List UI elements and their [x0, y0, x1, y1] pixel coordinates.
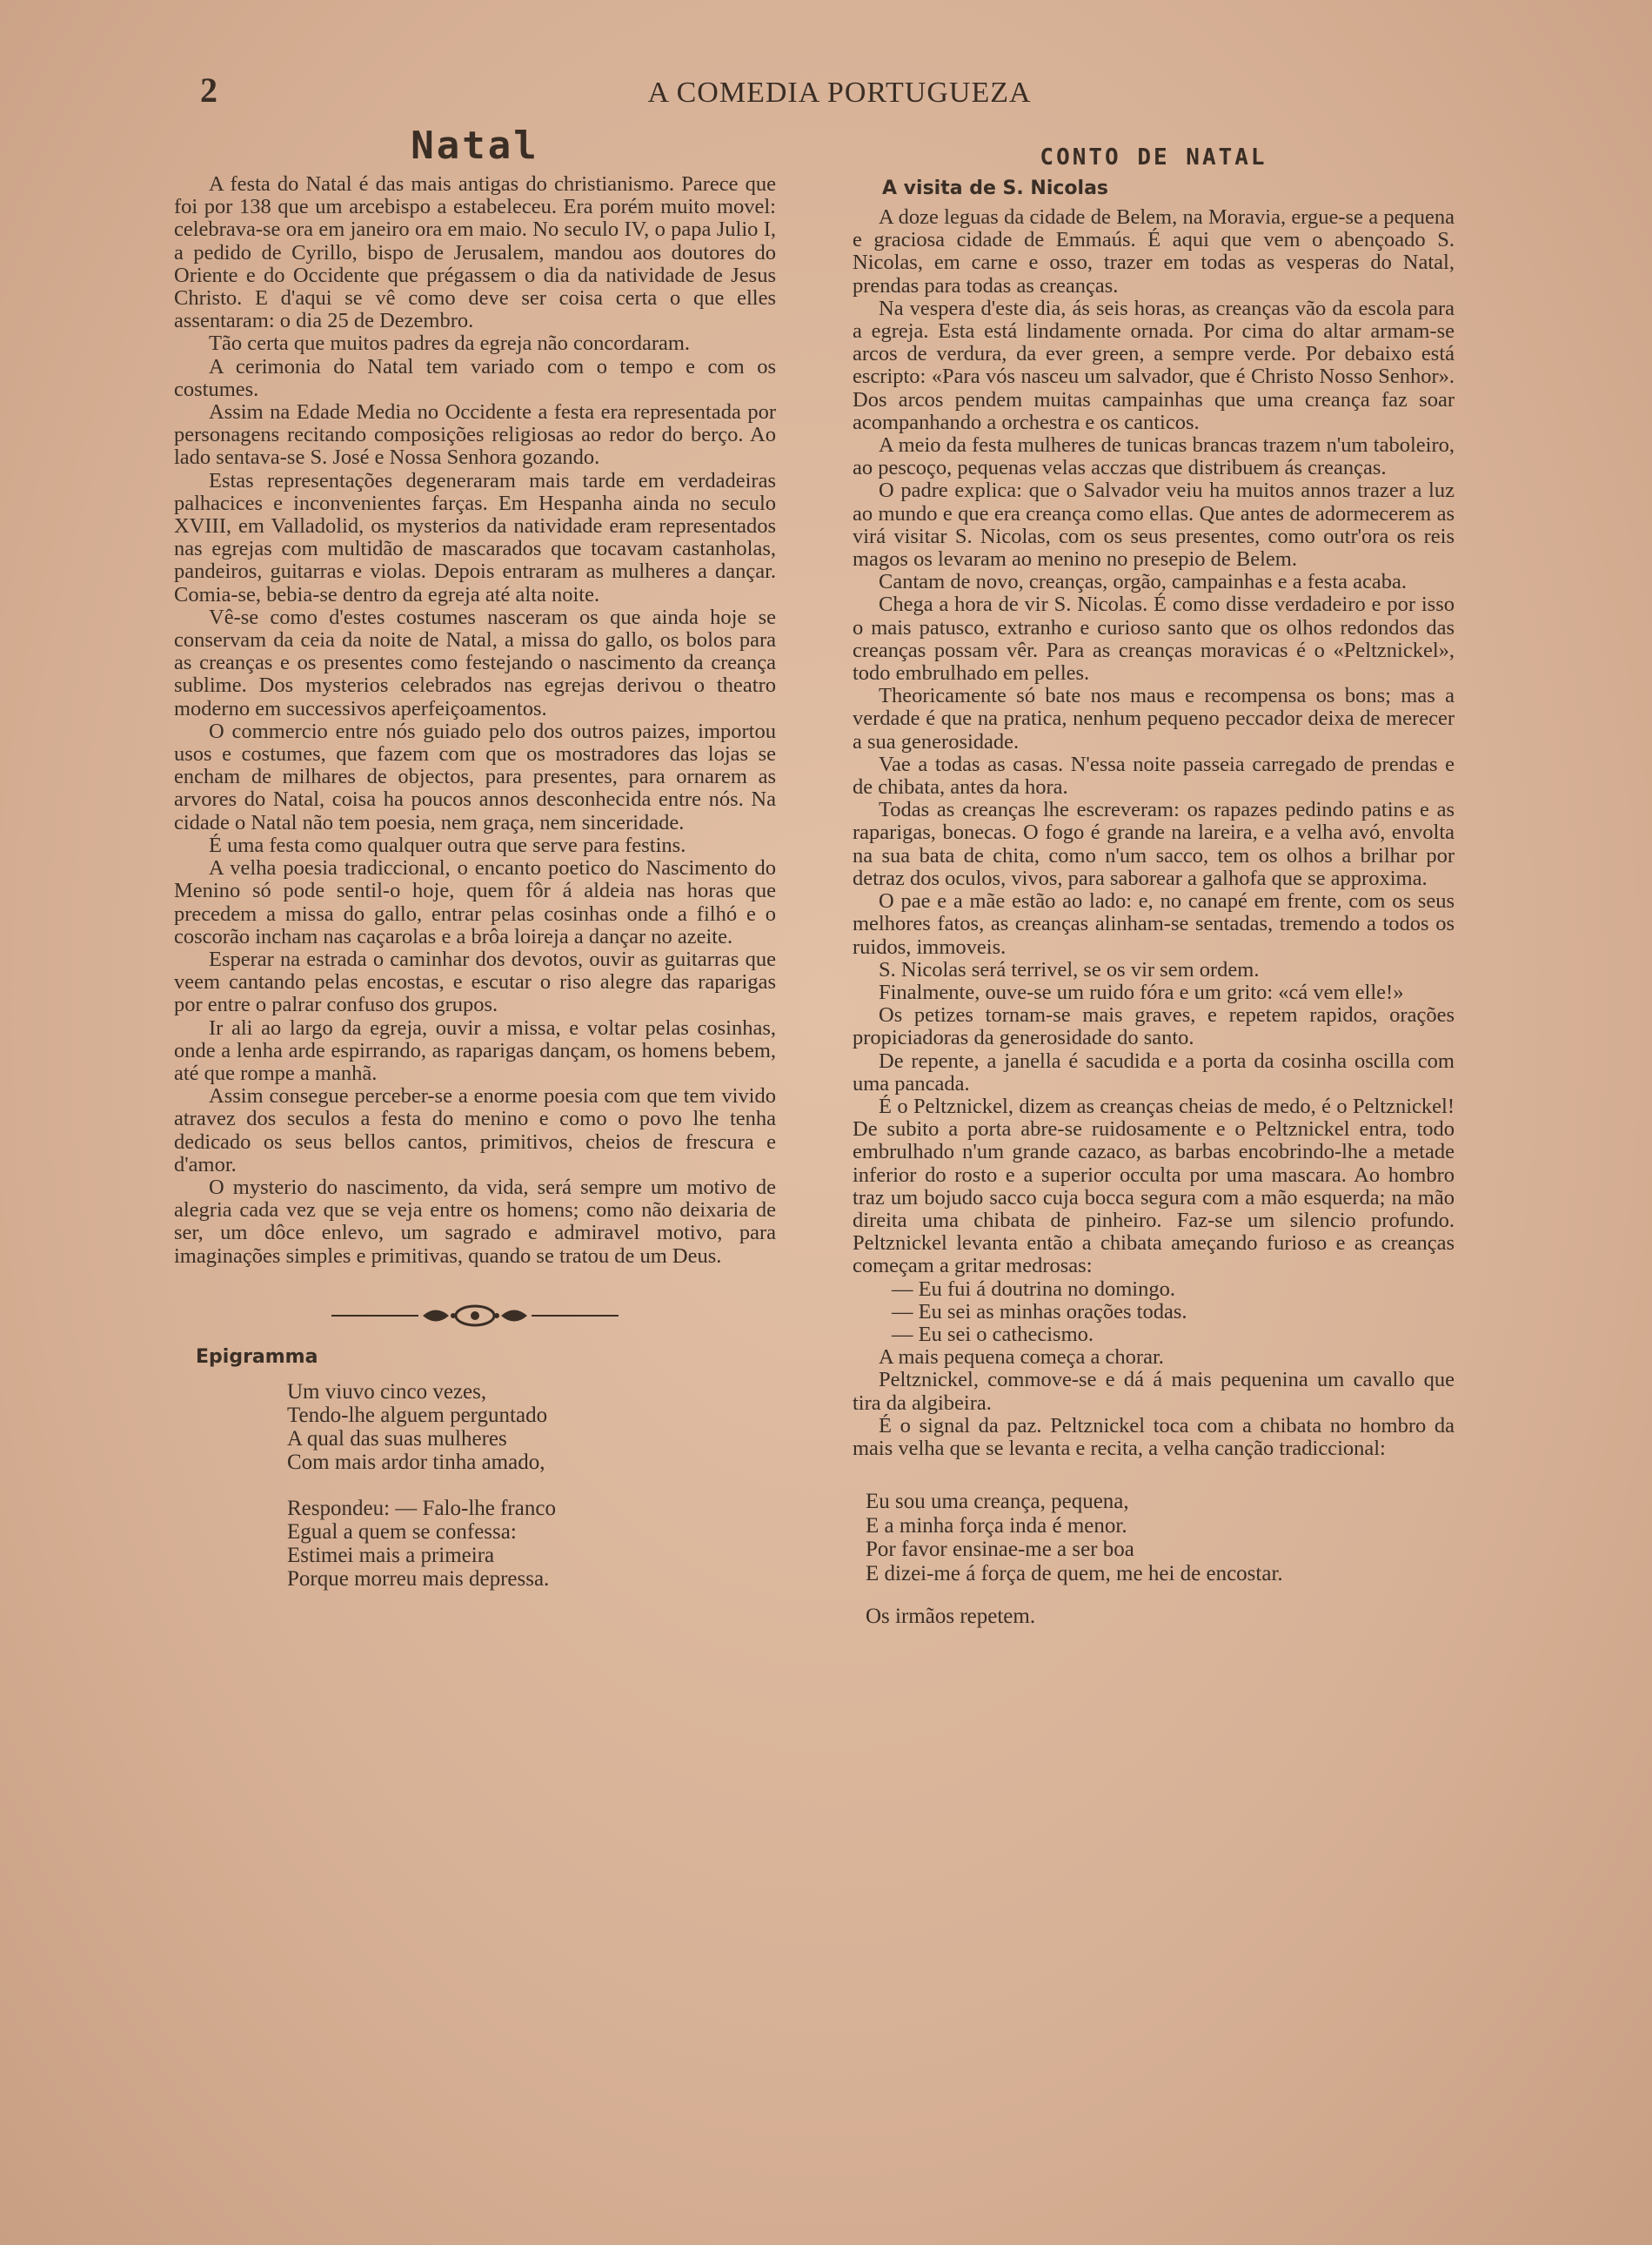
verse-line: Com mais ardor tinha amado,	[287, 1450, 545, 1474]
article-paragraph: Ir ali ao largo da egreja, ouvir a missa, e voltar pelas cosinhas, onde a lenha arde espirrando, as raparigas dançam, os homens bebem, até que rompe a manhã.	[174, 1015, 776, 1085]
verse-line: Egual a quem se confessa:	[287, 1519, 517, 1544]
story-paragraph: A meio da festa mulheres de tunicas brancas trazem n'um taboleiro, ao pescoço, pequenas velas acczas que distribuem ás creanças.	[853, 433, 1455, 480]
song-line: E a minha força inda é menor.	[866, 1513, 1127, 1538]
scroll-ornament-icon	[418, 1303, 532, 1329]
closing-line: Os irmãos repetem.	[866, 1605, 1036, 1629]
running-head: A COMEDIA PORTUGUEZA	[647, 77, 1032, 109]
left-column	[174, 124, 776, 1591]
stanza-gap	[287, 1474, 776, 1497]
story-title: A visita de S. Nicolas	[882, 178, 1109, 199]
epigram-title: Epigramma	[196, 1345, 318, 1368]
story-paragraph: A mais pequena começa a chorar.	[879, 1345, 1164, 1370]
verse-line: Tendo-lhe alguem perguntado	[287, 1403, 548, 1427]
divider-line	[331, 1315, 418, 1317]
article-paragraph: Estas representações degeneraram mais tarde em verdadeiras palhacices e inconvenientes farças. Em Hespanha ainda no seculo XVIII, em Valladolid, os mysterios da natividade eram representados nas egrejas com multidão de mascarados que tocavam castanholas, pandeiros, guitarras e violas. Depois entraram as mulheres a dançar. Comia-se, bebia-se dentro da egreja até alta noite.	[174, 468, 776, 606]
story-paragraph: Os petizes tornam-se mais graves, e repetem rapidos, orações propiciadoras da generosidade do santo.	[853, 1003, 1455, 1050]
story-paragraph: Na vespera d'este dia, ás seis horas, as creanças vão da escola para a egreja. Esta está lindamente ornada. Por cima do altar armam-se arcos de verdura, da ever green, a sempre verde. Por debaixo está escripto: «Para vós nasceu um salvador, que é Christo Nosso Senhor». Dos arcos pendem muitas campainhas que uma creança faz soar acompanhando a orchestra e os canticos.	[853, 296, 1455, 434]
page-number: 2	[200, 70, 217, 110]
story-paragraph: A doze leguas da cidade de Belem, na Moravia, ergue-se a pequena e graciosa cidade de Emmaús. É aqui que vem o abençoado S. Nicolas, em carne e osso, trazer em todas as vesperas do Natal, prendas para todas as creanças.	[853, 205, 1455, 298]
story-paragraph: É o Peltznickel, dizem as creanças cheias de medo, é o Peltznickel! De subito a porta abre-se ruidosamente e o Peltznickel entra, todo embrulhado n'um grande cazaco, as barbas encobrindo-lhe a metade inferior do rosto e a superior occulta por uma mascara. Ao hombro traz um bojudo sacco cuja bocca segura com a mão esquerda; na mão direita uma chibata de pinheiro. Faz-se um silencio profundo. Peltznickel levanta então a chibata ameçando furioso e as creanças começam a gritar medrosas:	[853, 1094, 1455, 1278]
page-header	[200, 70, 1479, 113]
article-paragraph: Assim na Edade Media no Occidente a festa era representada por personagens recitando composições religiosas ao redor do berço. Ao lado sentava-se S. José e Nossa Senhora gozando.	[174, 400, 776, 470]
story-paragraph: O padre explica: que o Salvador veiu ha muitos annos trazer a luz ao mundo e que era creança como ellas. Que antes de adormecerem as virá visitar S. Nicolas, com os seus presentes, como outr'ora os reis magos os levaram ao menino no presepio de Belem.	[853, 479, 1455, 572]
epigram-verse	[287, 1380, 776, 1591]
verse-line: Um viuvo cinco vezes,	[287, 1379, 487, 1404]
article-paragraph: Vê-se como d'estes costumes nasceram os que ainda hoje se conservam da ceia da noite de Natal, a missa do gallo, os bolos para as creanças e os presentes como festejando o nascimento da creança sublime. Dos mysterios celebrados nas egrejas derivou o theatro moderno em successivos aperfeiçoamentos.	[174, 605, 776, 720]
article-paragraph: A cerimonia do Natal tem variado com o tempo e com os costumes.	[174, 354, 776, 401]
article-paragraph: A festa do Natal é das mais antigas do christianismo. Parece que foi por 138 que um arcebispo a estabeleceu. Era porém muito movel: celebrava-se ora em janeiro ora em maio. No seculo IV, o papa Julio I, a pedido de Cyrillo, bispo de Jerusalem, mandou aos doutores do Oriente e do Occidente que prégassem o dia da natividade de Jesus Christo. E d'aqui se vê como deve ser coisa certa o que elles assentaram: o dia 25 de Dezembro.	[174, 172, 776, 333]
article-paragraph: O mysterio do nascimento, da vida, será sempre um motivo de alegria cada vez que se veja entre os homens; como não deixaria de ser, um dôce enlevo, um sagrado e admiravel motivo, para imaginações simples e primitivas, quando se tratou de um Deus.	[174, 1175, 776, 1268]
dialogue-line: — Eu sei o cathecismo.	[892, 1322, 1094, 1346]
ornament-divider	[174, 1303, 776, 1329]
story-paragraph: De repente, a janella é sacudida e a porta da cosinha oscilla com uma pancada.	[853, 1049, 1455, 1096]
natal-article	[174, 173, 776, 1268]
article-paragraph: Assim consegue perceber-se a enorme poesia com que tem vivido atravez dos seculos a festa do menino e como o povo lhe tenha dedicado os seus bellos cantos, primitivos, cheios de frescura e d'amor.	[174, 1084, 776, 1176]
story-paragraph: Cantam de novo, creanças, orgão, campainhas e a festa acaba.	[879, 570, 1407, 594]
right-column	[853, 124, 1455, 1629]
story-heading: CONTO DE NATAL	[1040, 144, 1267, 171]
song-line: E dizei-me á força de quem, me hei de encostar.	[866, 1561, 1283, 1585]
story-paragraph: Chega a hora de vir S. Nicolas. É como disse verdadeiro e por isso o mais patusco, extranho e curioso santo que os olhos redondos das creanças possam vêr. Para as creanças moravicas é o «Peltznickel», todo embrulhado em pelles.	[853, 593, 1455, 686]
verse-line: Estimei mais a primeira	[287, 1543, 495, 1567]
article-paragraph: Tão certa que muitos padres da egreja não concordaram.	[209, 332, 691, 356]
story-body	[853, 206, 1455, 1460]
article-title-natal: Natal	[411, 124, 539, 168]
article-paragraph: O commercio entre nós guiado pelo dos outros paizes, importou usos e costumes, que fazem com que os mostradores das lojas se encham de milhares de objectos, para presentes, para ornarem as arvores do Natal, coisa ha poucos annos desconhecida entre nós. Na cidade o Natal não tem poesia, nem graça, nem sinceridade.	[174, 719, 776, 834]
article-paragraph: É uma festa como qualquer outra que serve para festins.	[209, 833, 686, 857]
article-paragraph: A velha poesia tradiccional, o encanto poetico do Nascimento do Menino só pode sentil-o hoje, quem fôr á aldeia nas horas que precedem a missa do gallo, entrar pelas cosinhas onde a filhó e o coscorão incham nas caçarolas e a brôa loireja a dançar no azeite.	[174, 856, 776, 948]
story-paragraph: S. Nicolas será terrivel, se os vir sem ordem.	[879, 957, 1260, 982]
song-line: Eu sou uma creança, pequena,	[866, 1490, 1129, 1514]
divider-line	[532, 1315, 619, 1317]
verse-line: A qual das suas mulheres	[287, 1426, 507, 1451]
story-paragraph: É o signal da paz. Peltznickel toca com a chibata no hombro da mais velha que se levanta e recita, a velha canção tradiccional:	[853, 1413, 1455, 1460]
article-paragraph: Esperar na estrada o caminhar dos devotos, ouvir as guitarras que veem cantando pelas encostas, e escutar o riso alegre das raparigas por entre o palrar confuso dos grupos.	[174, 947, 776, 1017]
story-paragraph: Finalmente, ouve-se um ruido fóra e um grito: «cá vem elle!»	[879, 980, 1404, 1004]
story-paragraph: Todas as creanças lhe escreveram: os rapazes pedindo patins e as raparigas, bonecas. O fogo é grande na lareira, e a velha avó, envolta na sua bata de chita, como n'um sacco, tem os olhos a brilhar por detraz dos oculos, vivos, para saborear a galhofa que se approxima.	[853, 798, 1455, 890]
song-line: Por favor ensinae-me a ser boa	[866, 1538, 1134, 1562]
story-paragraph: Vae a todas as casas. N'essa noite passeia carregado de prendas e de chibata, antes da hora.	[853, 752, 1455, 800]
story-paragraph: Theoricamente só bate nos maus e recompensa os bons; mas a verdade é que na pratica, nenhum pequeno peccador deixa de merecer a sua generosidade.	[853, 684, 1455, 754]
dialogue-line: — Eu fui á doutrina no domingo.	[892, 1277, 1175, 1301]
verse-line: Porque morreu mais depressa.	[287, 1566, 550, 1591]
verse-line: Respondeu: — Falo-lhe franco	[287, 1496, 556, 1520]
story-paragraph: O pae e a mãe estão ao lado: e, no canapé em frente, com os seus melhores fatos, as creanças alinham-se sentadas, tremendo a todos os ruidos, immoveis.	[853, 889, 1455, 959]
song-verse	[866, 1490, 1455, 1585]
story-paragraph: Peltznickel, commove-se e dá á mais pequenina um cavallo que tira da algibeira.	[853, 1368, 1455, 1415]
dialogue-line: — Eu sei as minhas orações todas.	[892, 1299, 1187, 1324]
